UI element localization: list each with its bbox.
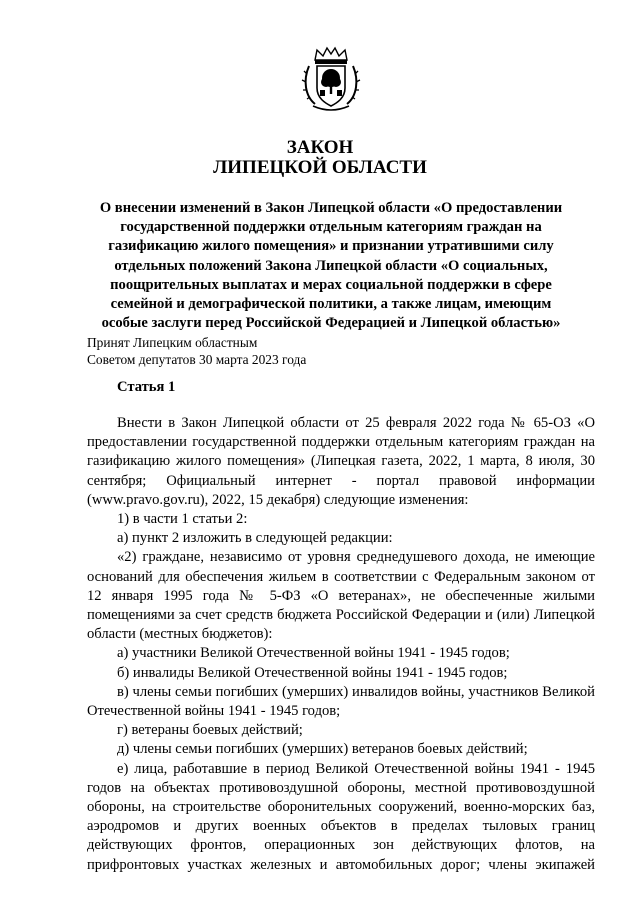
list-item: в) члены семьи погибших (умерших) инвалидов войны, участников Великой Отечественной войны 1941 - 1945 годов; <box>87 683 595 720</box>
list-item: а) участники Великой Отечественной войны 1941 - 1945 годов; <box>117 645 510 662</box>
list-item: г) ветераны боевых действий; <box>117 722 303 739</box>
list-item: д) члены семьи погибших (умерших) ветеранов боевых действий; <box>117 741 528 758</box>
lipetsk-coat-of-arms-icon <box>301 46 361 112</box>
paragraph-item-1: 1) в части 1 статьи 2: <box>117 511 248 528</box>
list-item: е) лица, работавшие в период Великой Отечественной войны 1941 - 1945 годов на объектах противовоздушной обороны, местной противовоздушной обороны, на строительстве оборонительных сооружений, военно-морских баз, аэродромов и других военных объектов в пределах тыловых границ действующих фронтов, операционных зон действующих флотов, на прифронтовых участках железных и автомобильных дорог; члены экипажей <box>87 760 595 873</box>
paragraph-new-wording: «2) граждане, независимо от уровня среднедушевого дохода, не имеющие оснований для обеспечения жильем в соответствии с Федеральным законом от 12 января 1995 года № 5-ФЗ «О ветеранах», не обеспеченные жилыми помещениями за счет средств бюджета Российской Федерации и (или) Липецкой области (местных бюджетов): <box>87 549 595 643</box>
list-item: б) инвалиды Великой Отечественной войны 1941 - 1945 годов; <box>117 664 508 681</box>
paragraph-intro: Внести в Закон Липецкой области от 25 февраля 2022 года № 65-ОЗ «О предоставлении государственной поддержки отдельным категориям граждан на газификацию жилого помещения» (Липецкая газета, 2022, 1 марта, 8 июля, 30 сентября; Официальный интернет - портал правовой информации (www.pravo.gov.ru), 2022, 15 декабря) следующие изменения: <box>87 415 595 508</box>
article-heading: Статья 1 <box>117 379 176 395</box>
law-title: ЗАКОН <box>286 137 354 158</box>
law-region: ЛИПЕЦКОЙ ОБЛАСТИ <box>213 157 427 178</box>
article-body <box>87 414 595 875</box>
adoption-line-2: Советом депутатов 30 марта 2023 года <box>87 352 307 367</box>
law-subject: О внесении изменений в Закон Липецкой области «О предоставлении государственной поддержки отдельным категориям граждан на газификацию жилого помещения» и признании утратившими силу отдельных положений Закона Липецкой области «О социальных, поощрительных выплатах и мерах социальной поддержки в сфере семейной и демографической политики, а также лицам, имеющим особые заслуги перед Российской Федерацией и Липецкой областью» <box>99 200 563 332</box>
adoption-note <box>87 334 306 368</box>
adoption-line-1: Принят Липецким областным <box>87 335 258 350</box>
paragraph-subitem-a: а) пункт 2 изложить в следующей редакции: <box>117 530 393 547</box>
